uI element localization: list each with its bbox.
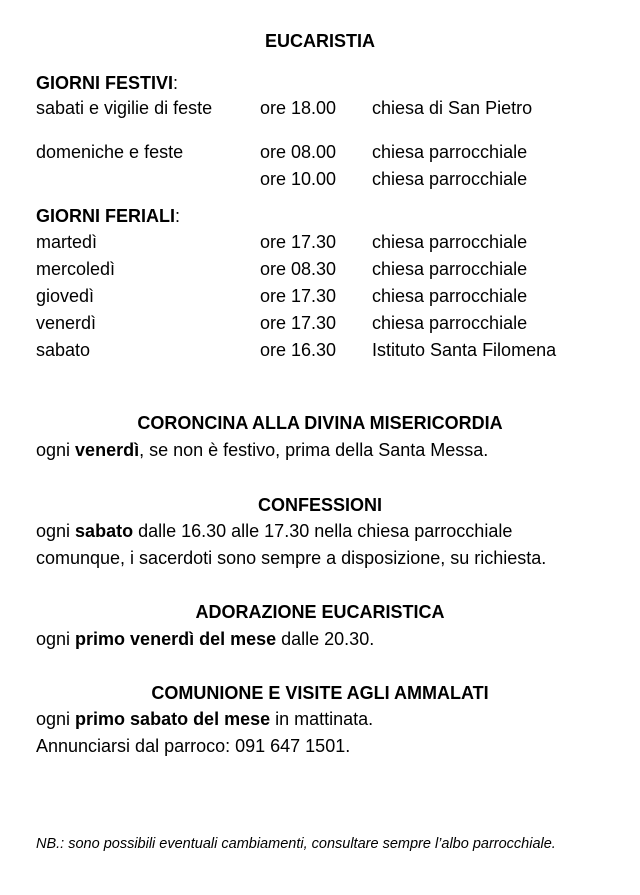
- feriali-row-time: ore 17.30: [260, 232, 337, 252]
- feriali-row-place: chiesa parrocchiale: [372, 286, 528, 306]
- feriali-row-time: ore 16.30: [260, 340, 337, 360]
- feriali-row-day: mercoledì: [36, 259, 116, 279]
- feriali-row-day: sabato: [36, 340, 91, 360]
- confessioni-text-pre: ogni: [36, 521, 76, 541]
- feriali-row-day: giovedì: [36, 286, 95, 306]
- festivi-row-place: chiesa parrocchiale: [372, 142, 528, 162]
- comunione-text-bold: primo sabato del mese: [75, 709, 271, 729]
- feriali-row-day: venerdì: [36, 313, 97, 333]
- heading-giorni-feriali: [36, 205, 180, 227]
- heading-giorni-festivi-label: GIORNI FESTIVI: [36, 73, 174, 93]
- section-title-eucaristia: EUCARISTIA: [264, 31, 375, 51]
- festivi-row-place: chiesa di San Pietro: [372, 98, 533, 118]
- adorazione-text-pre: ogni: [36, 629, 76, 649]
- festivi-row-time: ore 08.00: [260, 142, 337, 162]
- adorazione-text-post: dalle 20.30.: [276, 629, 375, 649]
- section-title-comunione: COMUNIONE E VISITE AGLI AMMALATI: [151, 683, 489, 703]
- confessioni-text-bold: sabato: [75, 521, 134, 541]
- coroncina-text: [36, 439, 488, 461]
- comunione-text-pre: ogni: [36, 709, 76, 729]
- adorazione-text-bold: primo venerdì del mese: [75, 629, 277, 649]
- coroncina-text-pre: ogni: [36, 440, 76, 460]
- heading-giorni-festivi-colon: :: [173, 73, 179, 93]
- section-title-coroncina: CORONCINA ALLA DIVINA MISERICORDIA: [137, 413, 503, 433]
- festivi-row-day: domeniche e feste: [36, 142, 184, 162]
- confessioni-text-line2: comunque, i sacerdoti sono sempre a disposizione, su richiesta.: [36, 548, 547, 568]
- heading-giorni-feriali-label: GIORNI FERIALI: [36, 206, 175, 226]
- feriali-row-time: ore 17.30: [260, 286, 337, 306]
- comunione-text-line1: [36, 708, 373, 730]
- heading-giorni-festivi: [36, 72, 178, 94]
- comunione-text-line2: Annunciarsi dal parroco: 091 647 1501.: [36, 736, 351, 756]
- coroncina-text-bold: venerdì: [75, 440, 140, 460]
- adorazione-text: [36, 628, 374, 650]
- feriali-row-day: martedì: [36, 232, 98, 252]
- feriali-row-place: chiesa parrocchiale: [372, 259, 528, 279]
- feriali-row-time: ore 08.30: [260, 259, 337, 279]
- feriali-row-place: Istituto Santa Filomena: [372, 340, 557, 360]
- section-title-adorazione: ADORAZIONE EUCARISTICA: [195, 602, 445, 622]
- confessioni-text-post: dalle 16.30 alle 17.30 nella chiesa parrocchiale: [133, 521, 513, 541]
- festivi-row-time: ore 10.00: [260, 169, 337, 189]
- feriali-row-place: chiesa parrocchiale: [372, 313, 528, 333]
- festivi-row-time: ore 18.00: [260, 98, 337, 118]
- heading-giorni-feriali-colon: :: [175, 206, 181, 226]
- footnote: NB.: sono possibili eventuali cambiamenti, consultare sempre l’albo parrocchiale.: [36, 836, 556, 852]
- coroncina-text-post: , se non è festivo, prima della Santa Messa.: [139, 440, 489, 460]
- section-title-confessioni: CONFESSIONI: [257, 495, 382, 515]
- festivi-row-day: sabati e vigilie di feste: [36, 98, 213, 118]
- comunione-text-post: in mattinata.: [270, 709, 374, 729]
- festivi-row-place: chiesa parrocchiale: [372, 169, 528, 189]
- feriali-row-place: chiesa parrocchiale: [372, 232, 528, 252]
- feriali-row-time: ore 17.30: [260, 313, 337, 333]
- confessioni-text-line1: [36, 520, 512, 542]
